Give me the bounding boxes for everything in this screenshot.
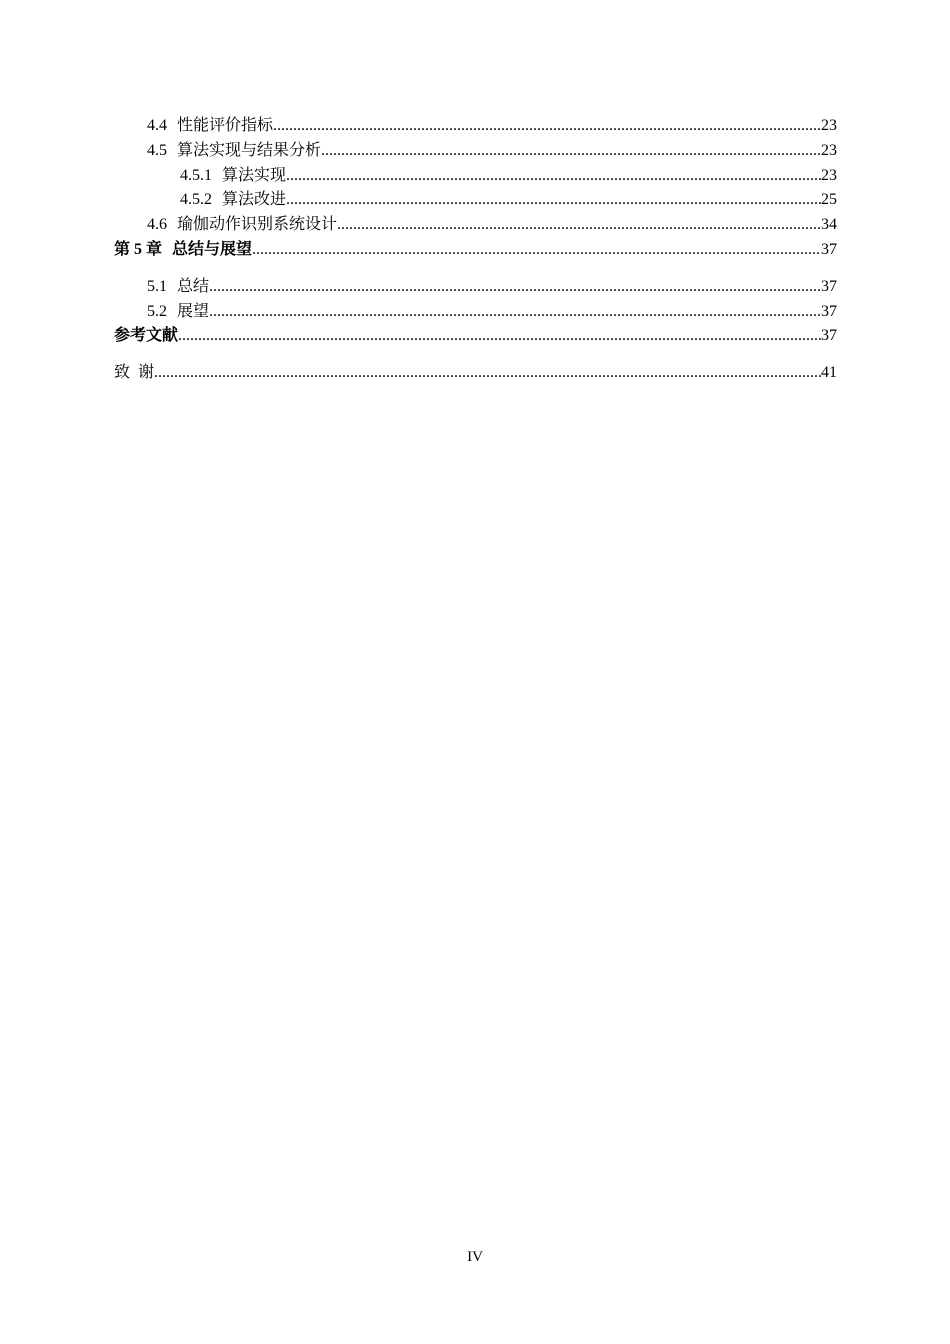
toc-entry-page: 25 xyxy=(821,191,837,209)
toc-dot-leader xyxy=(273,114,821,139)
toc-entry-number: 5.2 xyxy=(147,302,167,320)
toc-entry-page: 37 xyxy=(821,327,837,345)
toc-dot-leader xyxy=(286,164,821,189)
page-number: IV xyxy=(467,1249,483,1265)
toc-dot-leader xyxy=(321,139,821,164)
toc-entry-5-2[interactable] xyxy=(114,300,837,325)
toc-entry-4-5-2[interactable] xyxy=(114,188,837,213)
toc-dot-leader xyxy=(209,275,821,300)
toc-entry-number: 4.4 xyxy=(147,117,167,134)
toc-entry-title: 性能评价指标 xyxy=(177,117,274,134)
toc-entry-number: 第 5 章 xyxy=(114,240,163,258)
toc-dot-leader xyxy=(209,300,821,325)
toc-entry-title: 参考文献 xyxy=(114,327,179,345)
toc-entry-4-4[interactable] xyxy=(114,114,837,139)
toc-entry-title: 总结 xyxy=(177,277,210,295)
toc-dot-leader xyxy=(252,238,821,263)
toc-entry-page: 34 xyxy=(821,216,837,234)
toc-entry-4-6[interactable] xyxy=(114,213,837,238)
toc-entry-4-5-1[interactable] xyxy=(114,164,837,189)
toc-entry-number: 4.5.2 xyxy=(180,191,212,209)
toc-dot-leader xyxy=(286,188,821,213)
toc-entry-number: 4.5 xyxy=(147,141,167,159)
toc-dot-leader xyxy=(337,213,821,238)
toc-entry-5-1[interactable] xyxy=(114,275,837,300)
toc-entry-page: 37 xyxy=(821,240,837,258)
toc-entry-page: 23 xyxy=(821,166,837,184)
toc-entry-title: 致 谢 xyxy=(114,364,155,382)
toc-entry-chapter-5[interactable] xyxy=(114,238,837,263)
toc-entry-number: 4.5.1 xyxy=(180,166,212,184)
toc-entry-page: 37 xyxy=(821,302,837,320)
toc-entry-number: 5.1 xyxy=(147,277,167,295)
toc-entry-4-5[interactable] xyxy=(114,139,837,164)
toc-entry-title: 瑜伽动作识别系统设计 xyxy=(177,216,338,234)
toc-entry-title: 算法实现 xyxy=(222,166,287,184)
toc-entry-page: 41 xyxy=(821,364,837,382)
toc-entry-title: 总结与展望 xyxy=(172,240,253,258)
toc-dot-leader xyxy=(154,361,821,386)
toc-entry-title: 算法实现与结果分析 xyxy=(177,141,322,159)
table-of-contents xyxy=(114,114,837,386)
toc-entry-page: 37 xyxy=(821,277,837,295)
toc-entry-acknowledgements[interactable] xyxy=(114,361,837,386)
toc-entry-number: 4.6 xyxy=(147,216,167,234)
toc-dot-leader xyxy=(178,324,821,349)
toc-entry-page: 23 xyxy=(821,141,837,159)
toc-entry-title: 展望 xyxy=(177,302,210,320)
toc-entry-references[interactable] xyxy=(114,324,837,349)
toc-entry-page: 23 xyxy=(821,117,837,134)
toc-entry-title: 算法改进 xyxy=(222,191,287,209)
